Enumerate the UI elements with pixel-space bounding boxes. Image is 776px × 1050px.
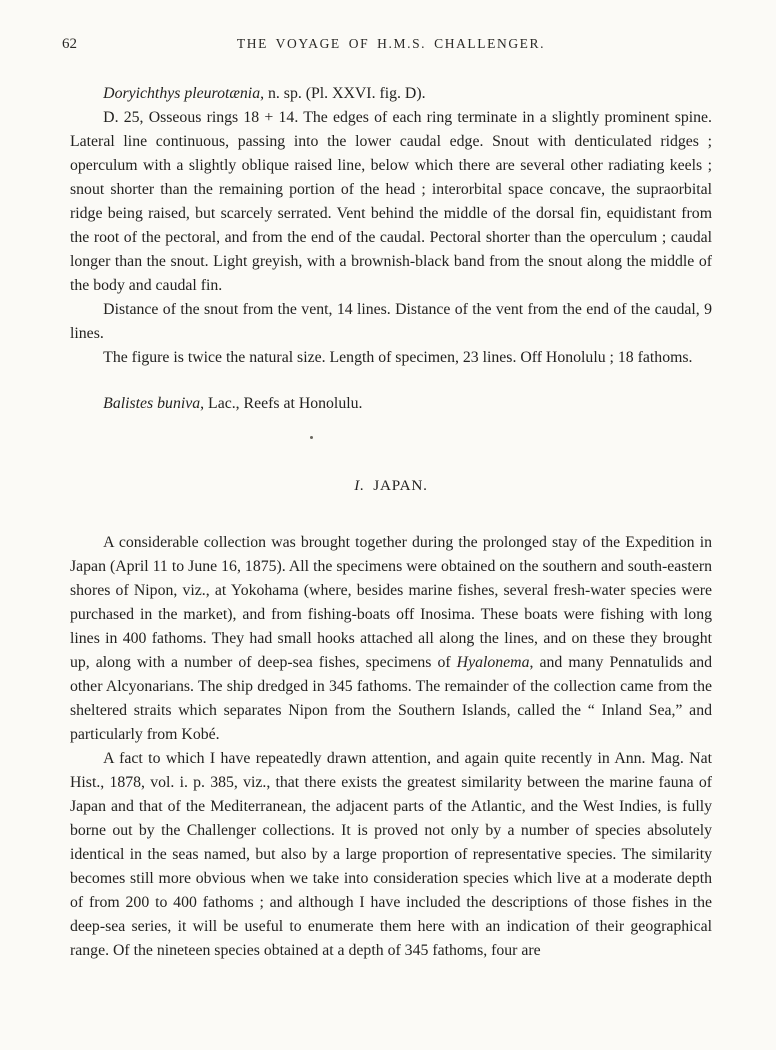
species-entry-heading	[70, 82, 712, 106]
species-name-balistes: Balistes buniva	[103, 395, 201, 412]
species-name-doryichthys: Doryichthys pleurotænia	[103, 85, 261, 102]
japan-para1-before: A considerable collection was brought together during the prolonged stay of the Expedition in Japan (April 11 to June 16, 1875). All the specimens were obtained on the southern and south-eastern shores of Nipon, viz., at Yokohama (where, besides marine fishes, several fresh-water species were purchased in the market), and from fishing-boats off Inosima. These boats were fishing with long lines in 400 fathoms. They had small hooks attached all along the lines, and on these they brought up, along with a number of deep-sea fishes, specimens of	[70, 534, 712, 671]
page-number: 62	[62, 36, 77, 52]
section-numeral: I.	[354, 477, 365, 494]
figure-note-paragraph: The figure is twice the natural size. Length of specimen, 23 lines. Off Honolulu ; 18 fathoms.	[103, 349, 693, 366]
balistes-rest: , Lac., Reefs at Honolulu.	[200, 395, 363, 412]
page-body	[70, 82, 712, 963]
species-name-rest: , n. sp. (Pl. XXVI. fig. D).	[260, 85, 426, 102]
hyalonema-italic: Hyalonema	[456, 654, 530, 671]
japan-para1-after: , and many Pennatulids and other Alcyonarians. The ship dredged in 345 fathoms. The remainder of the collection came from the sheltered straits which separates Nipon from the Southern Islands, called the “ Inland Sea,” and particularly from Kobé.	[70, 654, 712, 743]
print-speck-artifact	[310, 436, 313, 439]
japan-paragraph-1	[70, 531, 712, 747]
section-title: JAPAN.	[364, 477, 428, 494]
page-header	[62, 34, 712, 56]
balistes-entry	[70, 392, 712, 416]
section-heading-japan	[70, 474, 712, 498]
running-title: THE VOYAGE OF H.M.S. CHALLENGER.	[236, 36, 546, 51]
species-description-paragraph: D. 25, Osseous rings 18 + 14. The edges of each ring terminate in a slightly prominent spine. Lateral line continuous, passing into the lower caudal edge. Snout with denticulated ridges ; operculum with a slightly oblique raised line, below which there are several other radiating keels ; snout shorter than the remaining portion of the head ; interorbital space concave, the supraorbital ridge being raised, but scarcely serrated. Vent behind the middle of the dorsal fin, equidistant from the root of the pectoral, and from the end of the caudal. Pectoral shorter than the operculum ; caudal longer than the snout. Light greyish, with a brownish-black band from the snout along the middle of the body and caudal fin.	[70, 109, 712, 294]
japan-paragraph-2: A fact to which I have repeatedly drawn attention, and again quite recently in Ann. Mag. Nat Hist., 1878, vol. i. p. 385, viz., that there exists the greatest similarity between the marine fauna of Japan and that of the Mediterranean, the adjacent parts of the Atlantic, and the West Indies, is fully borne out by the Challenger collections. It is proved not only by a number of species absolutely identical in the seas named, but also by a large proportion of representative species. The similarity becomes still more obvious when we take into consideration species which live at a moderate depth of from 200 to 400 fathoms ; and although I have included the descriptions of those fishes in the deep-sea series, it will be useful to enumerate them here with an indication of their geographical range. Of the nineteen species obtained at a depth of 345 fathoms, four are	[70, 750, 712, 959]
measurements-paragraph: Distance of the snout from the vent, 14 lines. Distance of the vent from the end of the caudal, 9 lines.	[70, 301, 712, 342]
